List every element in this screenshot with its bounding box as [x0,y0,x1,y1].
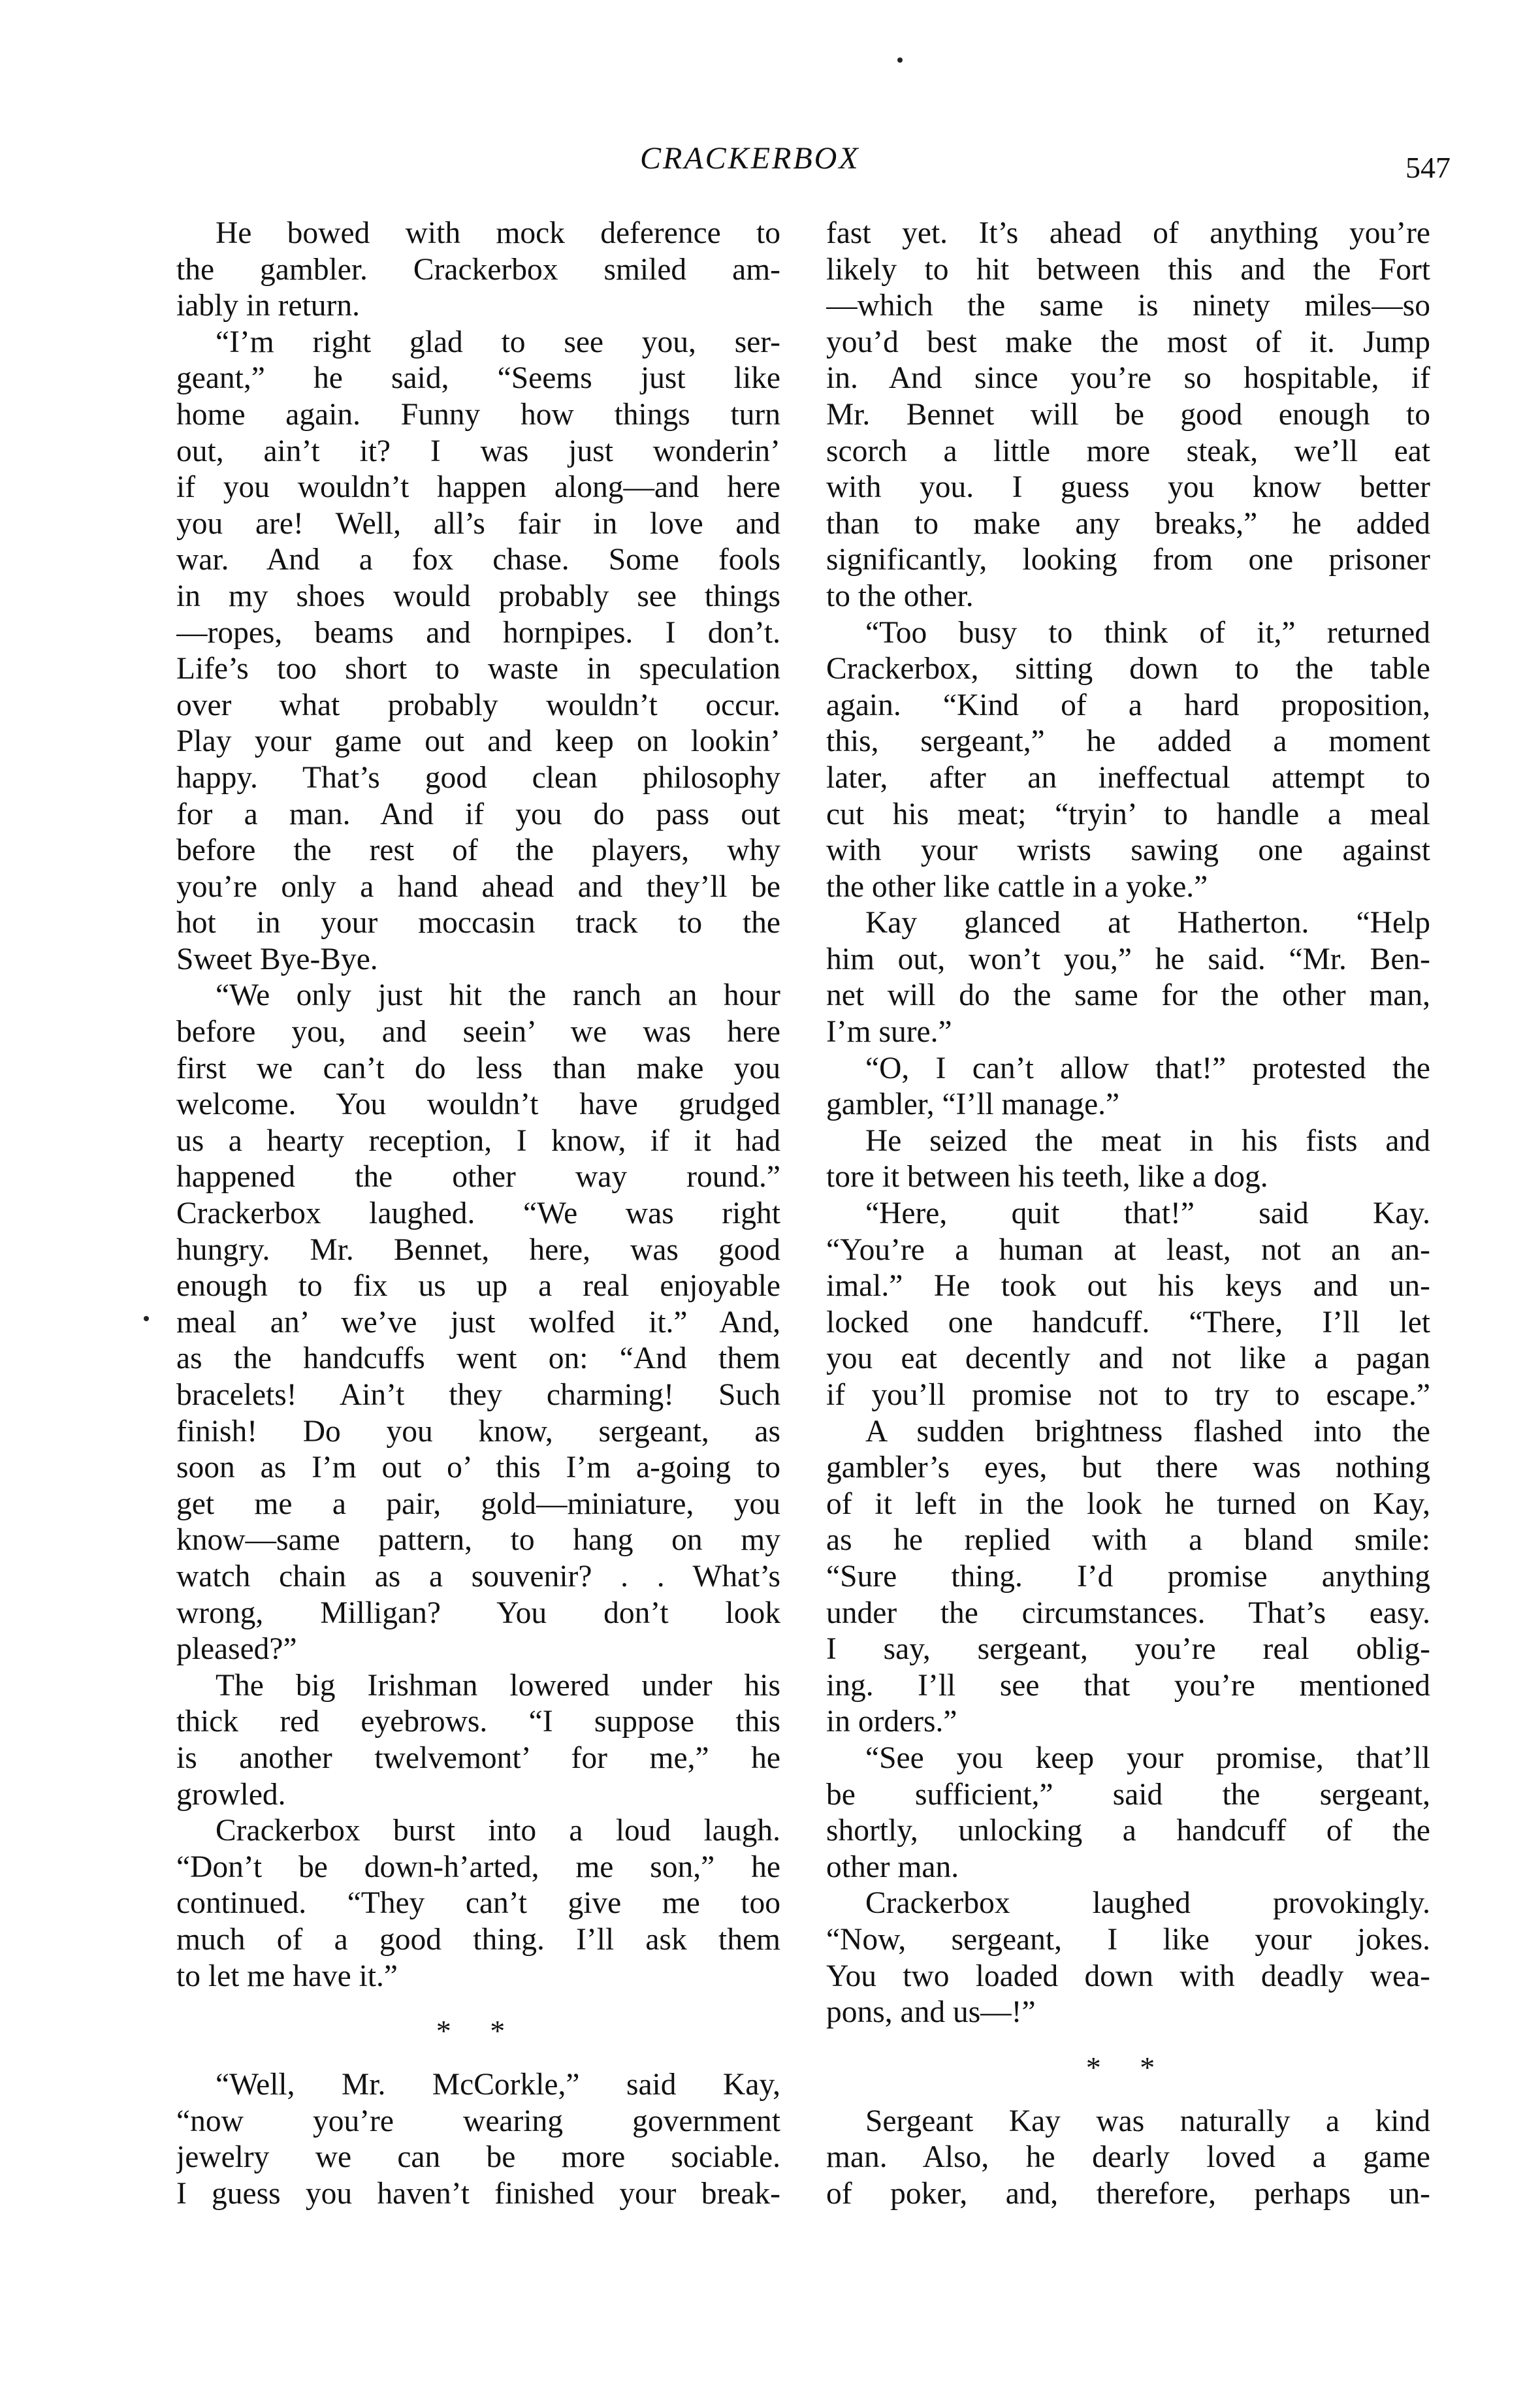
section-break: * * [1085,2050,1171,2084]
text-line: growled. [176,1777,286,1812]
text-line: tore it between his teeth, like a dog. [826,1160,1268,1194]
text-line: the gambler. Crackerbox smiled am- [176,252,780,287]
text-line: soon as I’m out o’ this I’m a-going to [176,1451,780,1485]
text-line: to the other. [826,579,974,613]
text-line: “See you keep your promise, that’ll [865,1740,1430,1775]
running-title: CRACKERBOX [640,141,860,176]
text-line: pleased?” [176,1632,297,1667]
text-line: home again. Funny how things turn [176,397,780,432]
text-line: Play your game out and keep on lookin’ [176,724,780,759]
section-break: * * [436,2014,521,2048]
text-line: happy. That’s good clean philosophy [176,760,780,795]
text-line: under the circumstances. That’s easy. [826,1595,1430,1630]
page-number: 547 [1405,151,1451,184]
text-line: before you, and seein’ we was here [176,1015,780,1050]
text-line: bracelets! Ain’t they charming! Such [176,1378,780,1412]
text-line: Crackerbox laughed provokingly. [865,1886,1430,1921]
text-line: I’m sure.” [826,1015,952,1050]
text-line: —which the same is ninety miles—so [826,289,1430,323]
text-line: cut his meat; “tryin’ to handle a meal [826,797,1430,831]
text-line: watch chain as a souvenir? . . What’s [176,1559,780,1594]
text-line: for a man. And if you do pass out [176,797,780,831]
text-line: wrong, Milligan? You don’t look [176,1595,780,1630]
text-line: us a hearty reception, I know, if it had [176,1123,780,1158]
text-line: pons, and us—!” [826,1995,1036,2030]
text-line: hot in your moccasin track to the [176,906,780,940]
text-line: Sergeant Kay was naturally a kind [865,2104,1430,2138]
text-line: again. “Kind of a hard proposition, [826,688,1430,722]
text-line: of poker, and, therefore, perhaps un- [826,2176,1430,2211]
text-line: before the rest of the players, why [176,833,780,868]
text-line: net will do the same for the other man, [826,978,1430,1013]
text-line: imal.” He took out his keys and un- [826,1269,1430,1304]
text-line: in my shoes would probably see things [176,579,780,613]
text-line: as he replied with a bland smile: [826,1523,1430,1558]
text-line: to let me have it.” [176,1959,398,1993]
text-line: much of a good thing. I’ll ask them [176,1922,780,1957]
text-line: A sudden brightness flashed into the [865,1414,1430,1449]
text-line: “O, I can’t allow that!” protested the [865,1051,1430,1085]
text-line: —ropes, beams and hornpipes. I don’t. [176,615,780,650]
text-line: is another twelvemont’ for me,” he [176,1740,780,1775]
text-line: war. And a fox chase. Some fools [176,543,780,577]
text-line: fast yet. It’s ahead of anything you’re [826,216,1430,250]
text-line: You two loaded down with deadly wea- [826,1959,1430,1993]
text-line: The big Irishman lowered under his [216,1668,780,1703]
text-line: Mr. Bennet will be good enough to [826,397,1430,432]
text-line: you’d best make the most of it. Jump [826,325,1430,359]
text-line: “Now, sergeant, I like your jokes. [826,1922,1430,1957]
text-line: get me a pair, gold—miniature, you [176,1486,780,1521]
text-line: as the handcuffs went on: “And them [176,1341,780,1376]
text-line: He bowed with mock deference to [216,216,780,250]
text-line: welcome. You wouldn’t have grudged [176,1087,780,1122]
text-line: in. And since you’re so hospitable, if [826,361,1430,396]
text-line: geant,” he said, “Seems just like [176,361,780,396]
text-line: “Well, Mr. McCorkle,” said Kay, [216,2068,780,2102]
text-line: of it left in the look he turned on Kay, [826,1486,1430,1521]
text-line: “We only just hit the ranch an hour [216,978,780,1013]
text-line: this, sergeant,” he added a moment [826,724,1430,759]
text-line: him out, won’t you,” he said. “Mr. Ben- [826,942,1430,976]
text-line: thick red eyebrows. “I suppose this [176,1705,780,1739]
text-line: shortly, unlocking a handcuff of the [826,1814,1430,1848]
text-line: I say, sergeant, you’re real oblig- [826,1632,1430,1667]
text-line: He seized the meat in his fists and [865,1123,1430,1158]
text-line: you eat decently and not like a pagan [826,1341,1430,1376]
text-line: I guess you haven’t finished your break- [176,2176,780,2211]
text-line: later, after an ineffectual attempt to [826,760,1430,795]
text-line: you are! Well, all’s fair in love and [176,506,780,541]
stray-dot-mark [144,1316,149,1321]
text-line: “I’m right glad to see you, ser- [216,325,780,359]
text-line: first we can’t do less than make you [176,1051,780,1085]
text-line: likely to hit between this and the Fort [826,252,1430,287]
text-line: be sufficient,” said the sergeant, [826,1777,1430,1812]
text-line: iably in return. [176,289,360,323]
right-text-column [826,216,1430,2212]
text-line: “Too busy to think of it,” returned [865,615,1430,650]
text-line: Crackerbox burst into a loud laugh. [216,1814,780,1848]
text-line: finish! Do you know, sergeant, as [176,1414,780,1449]
text-line: Kay glanced at Hatherton. “Help [865,906,1430,940]
text-line: Life’s too short to waste in speculation [176,652,780,686]
text-line: Crackerbox, sitting down to the table [826,652,1430,686]
text-line: enough to fix us up a real enjoyable [176,1269,780,1304]
text-line: meal an’ we’ve just wolfed it.” And, [176,1305,780,1339]
text-line: “Sure thing. I’d promise anything [826,1559,1430,1594]
text-line: gambler, “I’ll manage.” [826,1087,1120,1122]
text-line: with your wrists sawing one against [826,833,1430,868]
text-line: Crackerbox laughed. “We was right [176,1196,780,1231]
text-line: other man. [826,1850,959,1884]
text-line: you’re only a hand ahead and they’ll be [176,869,780,904]
text-line: if you’ll promise not to try to escape.” [826,1378,1430,1412]
text-line: over what probably wouldn’t occur. [176,688,780,722]
text-line: ing. I’ll see that you’re mentioned [826,1668,1430,1703]
text-line: the other like cattle in a yoke.” [826,869,1208,904]
text-line: “Here, quit that!” said Kay. [865,1196,1430,1231]
text-line: gambler’s eyes, but there was nothing [826,1451,1430,1485]
text-line: happened the other way round.” [176,1160,780,1194]
text-line: jewelry we can be more sociable. [176,2140,780,2175]
left-text-column [176,216,780,2212]
text-line: Sweet Bye-Bye. [176,942,378,976]
text-line: significantly, looking from one prisoner [826,543,1430,577]
text-line: scorch a little more steak, we’ll eat [826,434,1430,468]
text-line: locked one handcuff. “There, I’ll let [826,1305,1430,1339]
text-line: out, ain’t it? I was just wonderin’ [176,434,780,468]
text-line: man. Also, he dearly loved a game [826,2140,1430,2175]
text-line: than to make any breaks,” he added [826,506,1430,541]
text-line: if you wouldn’t happen along—and here [176,470,780,505]
text-line: “now you’re wearing government [176,2104,780,2138]
text-line: know—same pattern, to hang on my [176,1523,780,1558]
text-line: “You’re a human at least, not an an- [826,1232,1430,1267]
text-line: with you. I guess you know better [826,470,1430,505]
text-line: in orders.” [826,1705,957,1739]
text-line: “Don’t be down-h’arted, me son,” he [176,1850,780,1884]
text-line: hungry. Mr. Bennet, here, was good [176,1232,780,1267]
stray-dot-mark [897,57,903,63]
text-line: continued. “They can’t give me too [176,1886,780,1921]
